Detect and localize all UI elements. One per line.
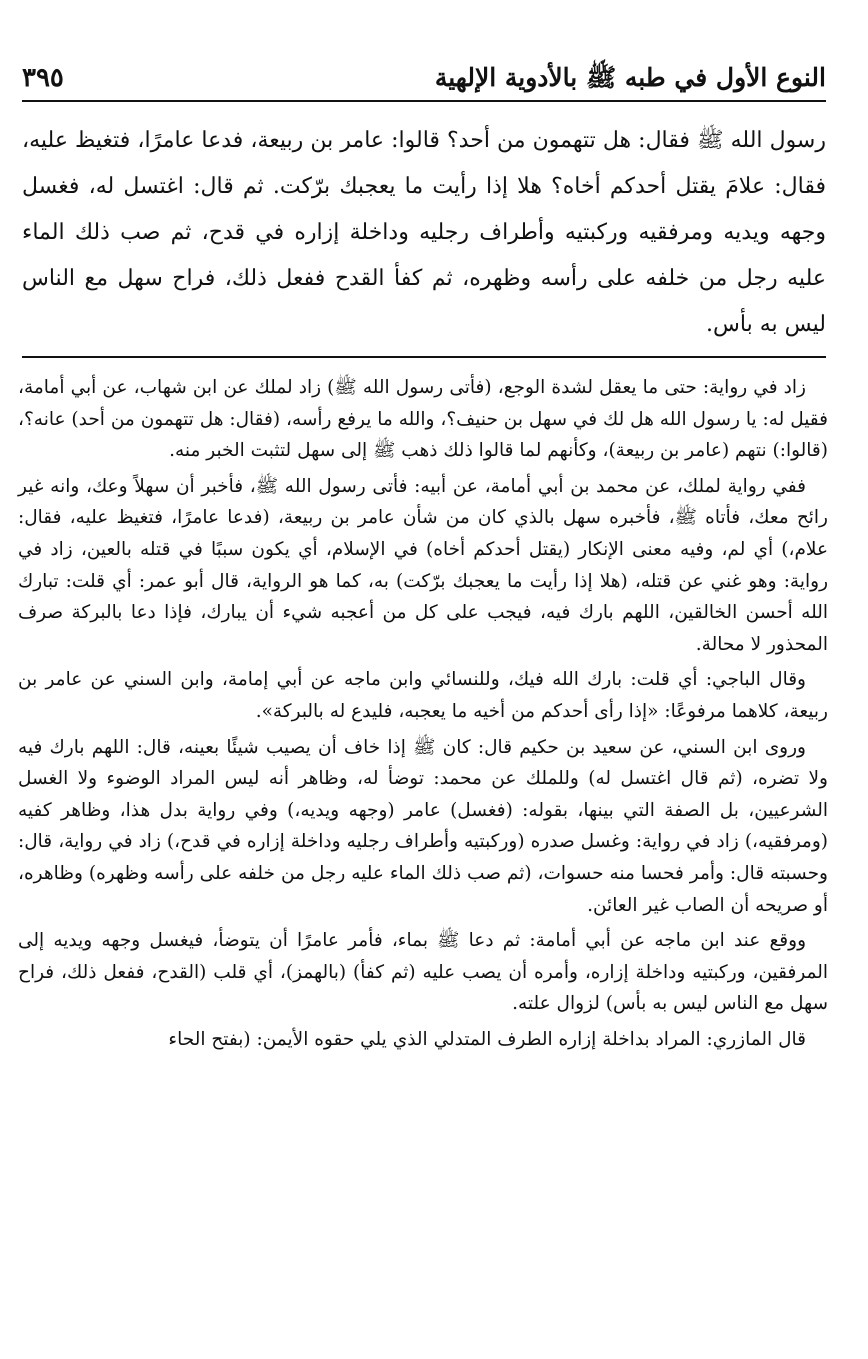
commentary <box>18 372 828 1059</box>
main-paragraph: رسول الله ﷺ فقال: هل تتهمون من أحد؟ قالوا: عامر بن ربيعة، فدعا عامرًا، فتغيظ عليه، فقال: علامَ يقتل أحدكم أخاه؟ هلا إذا رأيت ما يعجبك برّكت. ثم قال: اغتسل له، فغسل وجهه ويديه ومرفقيه وركبتيه وأطراف رجليه وداخلة إزاره في قدح، ثم صب ذلك الماء عليه رجل من خلفه على رأسه وظهره، ثم كفأ القدح ففعل ذلك، فراح سهل مع الناس ليس به بأس. <box>22 128 826 337</box>
running-title: النوع الأول في طبه ﷺ بالأدوية الإلهية <box>434 63 826 92</box>
commentary-paragraph-6: قال المازري: المراد بداخلة إزاره الطرف المتدلي الذي يلي حقوه الأيمن: (بفتح الحاء <box>168 1028 806 1050</box>
commentary-paragraph-1: زاد في رواية: حتى ما يعقل لشدة الوجع، (فأتى رسول الله ﷺ) زاد لملك عن ابن شهاب، عن أبي أمامة، فقيل له: يا رسول الله هل لك في سهل بن حنيف؟، والله ما يرفع رأسه، (فقال: هل تتهمون من أحد) عانه؟، (قالوا:) نتهم (عامر بن ربيعة)، وكأنهم لما قالوا ذلك ذهب ﷺ إلى سهل لتثبت الخبر منه. <box>18 377 828 462</box>
page-header <box>22 52 826 98</box>
footnote-separator <box>22 356 826 358</box>
page-number: ٣٩٥ <box>22 63 64 93</box>
header-rule <box>22 100 826 102</box>
commentary-paragraph-2: ففي رواية لملك، عن محمد بن أبي أمامة، عن أبيه: فأتى رسول الله ﷺ، فأخبر أن سهلاً وعك، وانه غير رائح معك، فأتاه ﷺ، فأخبره سهل بالذي كان من شأن عامر بن ربيعة، (فدعا عامرًا، فتغيظ عليه، فقال: علام،) أي لم، وفيه معنى الإنكار (يقتل أحدكم أخاه) في الإسلام، أي يكون سببًا في قتله بالعين، زاد في رواية: وهو غني عن قتله، (هلا إذا رأيت ما يعجبك برّكت) به، كما هو الرواية، قال أبو عمر: أي قلت: تبارك الله أحسن الخالقين، اللهم بارك فيه، فيجب على كل من أعجبه شيء أن يبارك، فإذا دعا بالبركة صرف المحذور لا محالة. <box>18 475 829 655</box>
main-text <box>22 118 826 348</box>
commentary-paragraph-3: وقال الباجي: أي قلت: بارك الله فيك، وللنسائي وابن ماجه عن أبي إمامة، وابن السني عن عامر بن ربيعة، كلاهما مرفوعًا: «إذا رأى أحدكم من أخيه ما يعجبه، فليدع له بالبركة». <box>18 669 828 722</box>
commentary-paragraph-5: ووقع عند ابن ماجه عن أبي أمامة: ثم دعا ﷺ بماء، فأمر عامرًا أن يتوضأ، فيغسل وجهه ويديه إلى المرفقين، وركبتيه وداخلة إزاره، وأمره أن يصب عليه (ثم كفأ) (بالهمز)، أي قلب (القدح، ففعل ذلك، فراح سهل مع الناس ليس به بأس) لزوال علته. <box>18 930 828 1015</box>
commentary-paragraph-4: وروى ابن السني، عن سعيد بن حكيم قال: كان ﷺ إذا خاف أن يصيب شيئًا بعينه، قال: اللهم بارك فيه ولا تضره، (ثم قال اغتسل له) وللملك عن محمد: توضأ له، وظاهر أنه ليس المراد الوضوء ولا الغسل الشرعيين، بل الصفة التي بينها، بقوله: (فغسل) عامر (وجهه ويديه،) وفي رواية بدل هذا، وظاهر كفيه (ومرفقيه،) زاد في رواية: وغسل صدره (وركبتيه وأطراف رجليه وداخلة إزاره في قدح،) زاد في رواية، قال: وحسبته قال: وأمر فحسا منه حسوات، (ثم صب ذلك الماء عليه رجل من خلفه على رأسه وظهره) وظاهره، أو صريحه أن الصاب غير العائن. <box>18 736 828 916</box>
